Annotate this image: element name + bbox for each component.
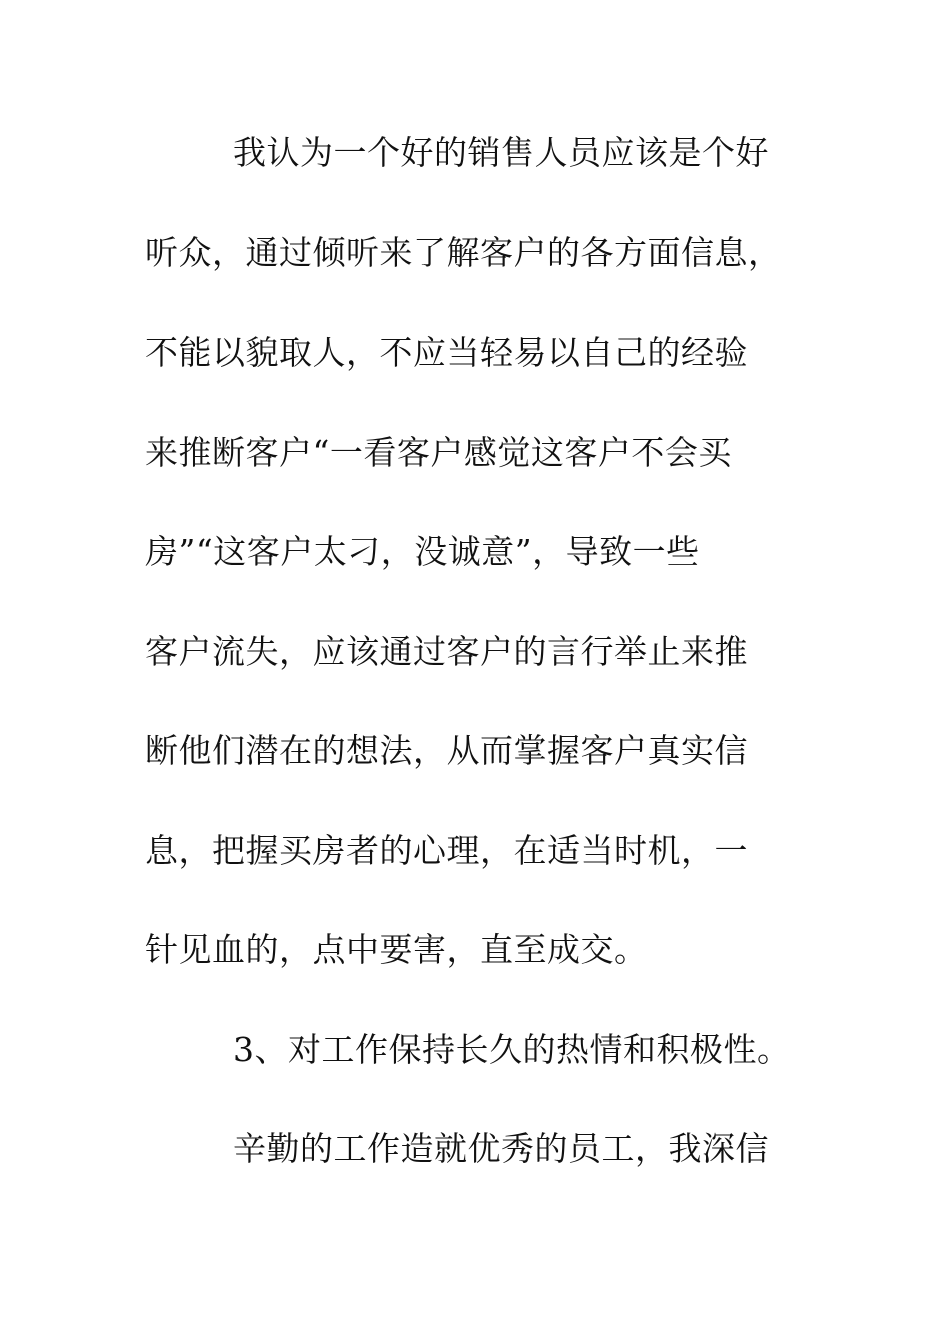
paragraph-1-line-6: 客户流失，应该通过客户的言行举止来推 — [145, 632, 748, 671]
paragraph-1-line-3: 不能以貌取人，不应当轻易以自己的经验 — [145, 333, 748, 372]
paragraph-1-line-1: 我认为一个好的销售人员应该是个好 — [233, 133, 769, 172]
paragraph-1-line-2: 听众，通过倾听来了解客户的各方面信息， — [145, 233, 782, 272]
paragraph-3-line-1: 辛勤的工作造就优秀的员工，我深信 — [233, 1129, 769, 1168]
paragraph-1-line-4: 来推断客户“一看客户感觉这客户不会买 — [145, 433, 732, 472]
paragraph-1-line-7: 断他们潜在的想法，从而掌握客户真实信 — [145, 731, 748, 770]
paragraph-1-line-9: 针见血的，点中要害，直至成交。 — [145, 930, 648, 969]
paragraph-1-line-5: 房”“这客户太刁，没诚意”，导致一些 — [145, 532, 700, 571]
paragraph-1-line-8: 息，把握买房者的心理，在适当时机，一 — [145, 831, 748, 870]
section-heading-3: 3、对工作保持长久的热情和积极性。 — [233, 1030, 791, 1069]
